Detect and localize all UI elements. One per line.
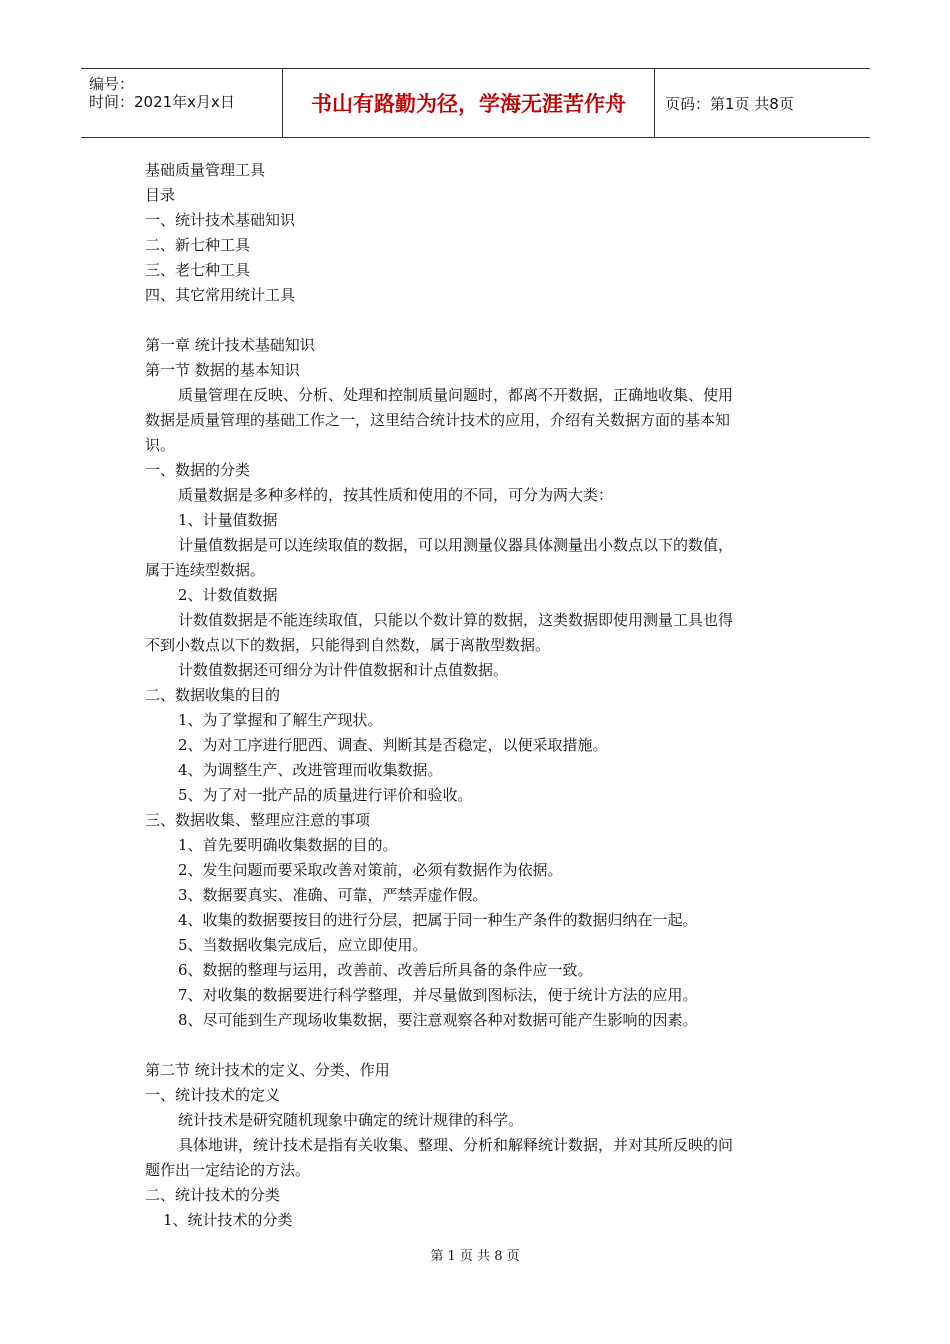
text-line: 目录 — [145, 186, 176, 204]
text-line: 1、计量值数据 — [178, 511, 278, 529]
text-line: 1、统计技术的分类 — [163, 1211, 293, 1229]
text-line: 计数值数据还可细分为计件值数据和计点值数据。 — [178, 661, 509, 679]
text-line: 3、数据要真实、准确、可靠，严禁弄虚作假。 — [178, 886, 488, 904]
header-meta-cell — [81, 69, 283, 137]
header-motto: 书山有路勤为径，学海无涯苦作舟 — [311, 92, 626, 116]
text-line: 不到小数点以下的数据，只能得到自然数，属于离散型数据。 — [145, 636, 551, 654]
text-line: 1、首先要明确收集数据的目的。 — [178, 836, 398, 854]
text-line: 2、计数值数据 — [178, 586, 278, 604]
page-footer: 第 1 页 共 8 页 — [430, 1249, 520, 1264]
text-line: 8、尽可能到生产现场收集数据，要注意观察各种对数据可能产生影响的因素。 — [178, 1011, 698, 1029]
header-number-label: 编号： — [89, 75, 135, 93]
text-line: 7、对收集的数据要进行科学整理，并尽量做到图标法，便于统计方法的应用。 — [178, 986, 698, 1004]
text-line: 第一章 统计技术基础知识 — [145, 336, 315, 354]
document-body — [145, 158, 810, 1233]
text-line: 2、为对工序进行肥西、调查、判断其是否稳定，以便采取措施。 — [178, 736, 608, 754]
document-header — [81, 68, 870, 138]
header-page-info: 页码：第1页 共8页 — [665, 94, 794, 113]
text-line: 第二节 统计技术的定义、分类、作用 — [145, 1061, 390, 1079]
text-line: 三、数据收集、整理应注意的事项 — [145, 811, 371, 829]
text-line: 数据是质量管理的基础工作之一，这里结合统计技术的应用，介绍有关数据方面的基本知 — [145, 411, 731, 429]
text-line: 计数值数据是不能连续取值，只能以个数计算的数据，这类数据即使用测量工具也得 — [178, 611, 734, 629]
header-motto-cell — [283, 69, 655, 137]
text-line: 属于连续型数据。 — [145, 561, 266, 579]
blank-line — [145, 308, 810, 333]
header-date-label: 时间：2021年x月x日 — [89, 93, 235, 111]
text-line: 基础质量管理工具 — [145, 161, 266, 179]
text-line: 二、数据收集的目的 — [145, 686, 281, 704]
text-line: 一、数据的分类 — [145, 461, 251, 479]
text-line: 第一节 数据的基本知识 — [145, 361, 300, 379]
text-line: 二、新七种工具 — [145, 236, 251, 254]
text-line: 质量管理在反映、分析、处理和控制质量问题时，都离不开数据，正确地收集、使用 — [178, 386, 734, 404]
text-line: 6、数据的整理与运用，改善前、改善后所具备的条件应一致。 — [178, 961, 593, 979]
text-line: 1、为了掌握和了解生产现状。 — [178, 711, 383, 729]
text-line: 计量值数据是可以连续取值的数据，可以用测量仪器具体测量出小数点以下的数值， — [178, 536, 734, 554]
text-line: 质量数据是多种多样的，按其性质和使用的不同，可分为两大类： — [178, 486, 614, 504]
text-line: 5、当数据收集完成后，应立即使用。 — [178, 936, 428, 954]
text-line: 一、统计技术基础知识 — [145, 211, 296, 229]
blank-line — [145, 1033, 810, 1058]
text-line: 4、收集的数据要按目的进行分层，把属于同一种生产条件的数据归纳在一起。 — [178, 911, 698, 929]
text-line: 识。 — [145, 436, 176, 454]
text-line: 4、为调整生产、改进管理而收集数据。 — [178, 761, 443, 779]
text-line: 一、统计技术的定义 — [145, 1086, 281, 1104]
text-line: 二、统计技术的分类 — [145, 1186, 281, 1204]
text-line: 具体地讲，统计技术是指有关收集、整理、分析和解释统计数据，并对其所反映的问 — [178, 1136, 734, 1154]
text-line: 统计技术是研究随机现象中确定的统计规律的科学。 — [178, 1111, 524, 1129]
text-line: 四、其它常用统计工具 — [145, 286, 296, 304]
text-line: 三、老七种工具 — [145, 261, 251, 279]
text-line: 题作出一定结论的方法。 — [145, 1161, 311, 1179]
text-line: 2、发生问题而要采取改善对策前，必须有数据作为依据。 — [178, 861, 563, 879]
text-line: 5、为了对一批产品的质量进行评价和验收。 — [178, 786, 473, 804]
